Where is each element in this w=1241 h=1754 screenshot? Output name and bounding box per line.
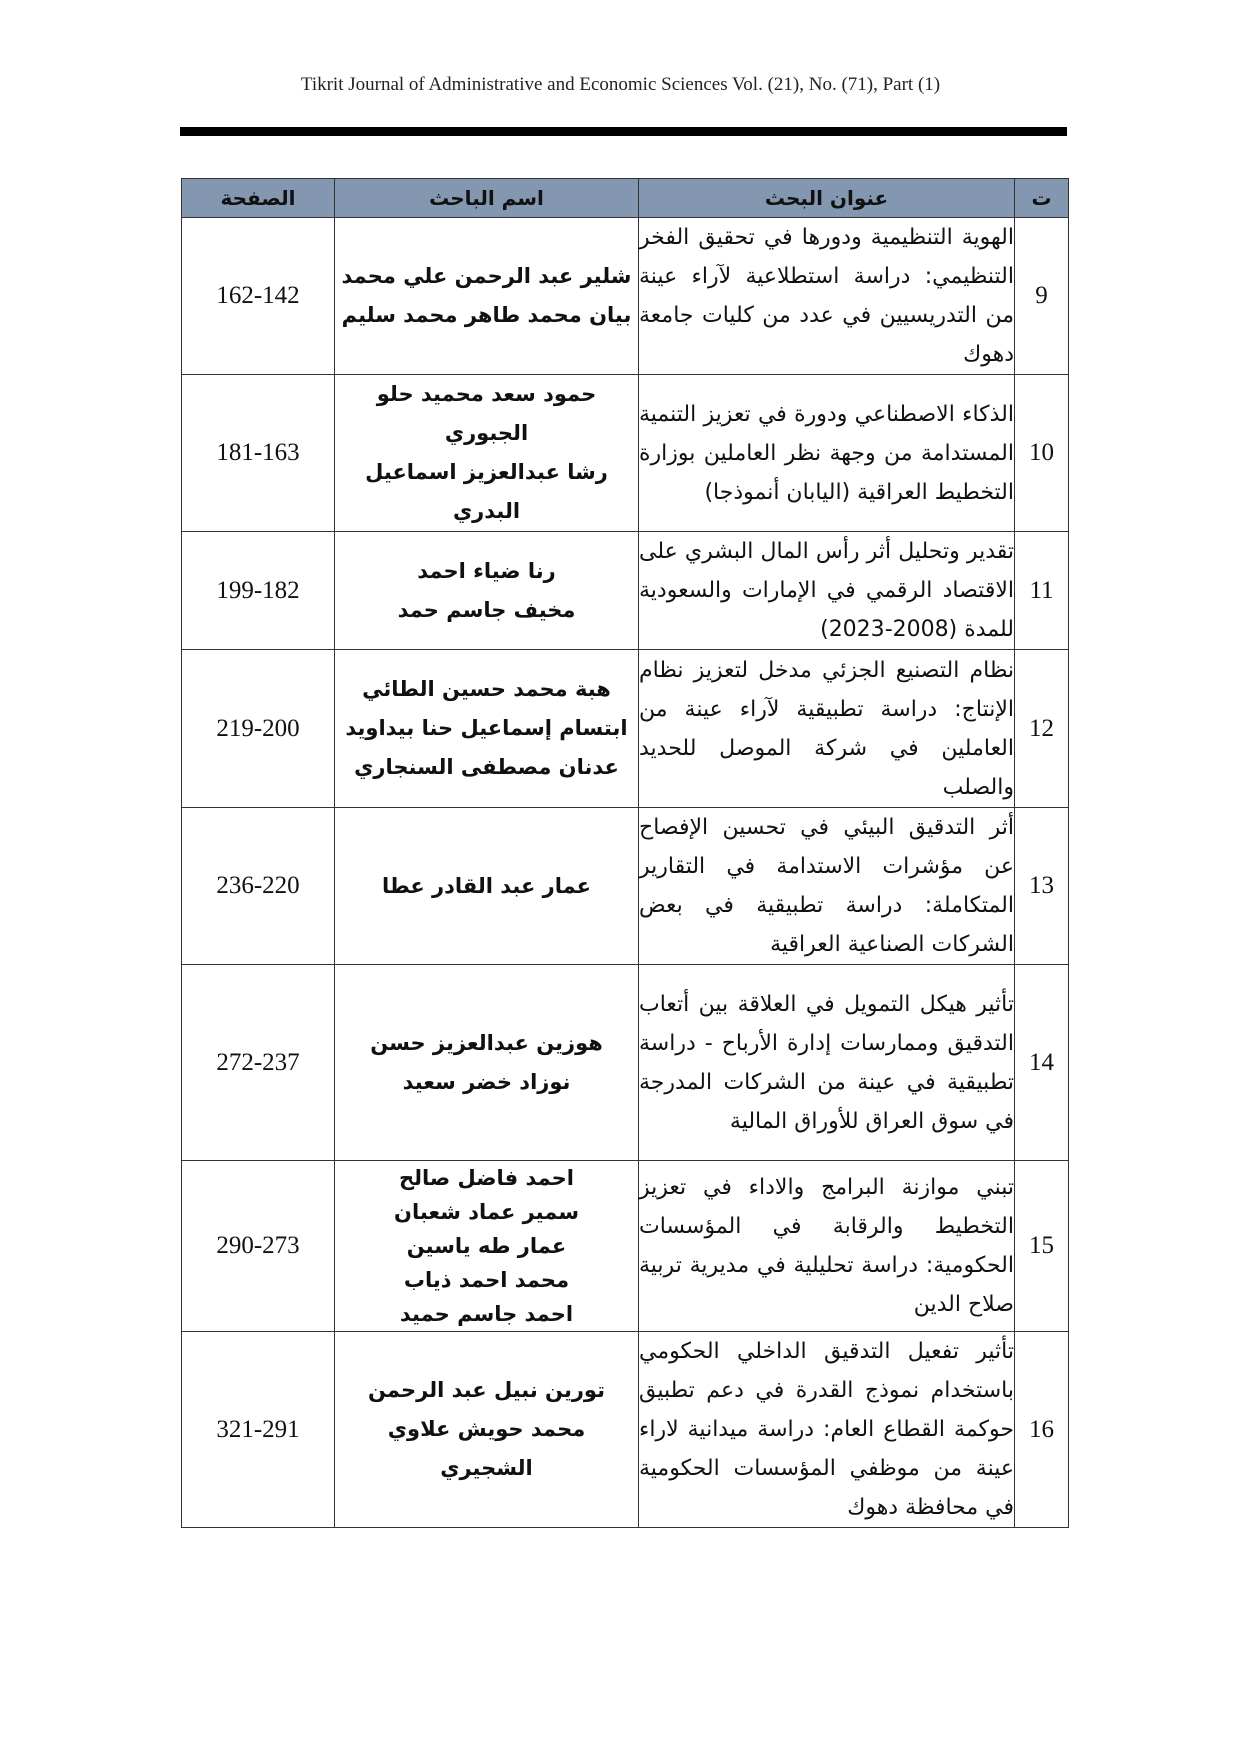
table-row bbox=[182, 1332, 1069, 1528]
contents-table bbox=[181, 178, 1069, 1528]
table-row bbox=[182, 965, 1069, 1161]
page-range: 199-182 bbox=[182, 532, 335, 650]
paper-title: الذكاء الاصطناعي ودورة في تعزيز التنمية المستدامة من وجهة نظر العاملين بوزارة التخطيط العراقية (اليابان أنموذجا) bbox=[639, 375, 1015, 532]
page-range: 290-273 bbox=[182, 1161, 335, 1332]
header-rule bbox=[180, 127, 1067, 136]
header-pages: الصفحة bbox=[182, 179, 335, 218]
table-header-row bbox=[182, 179, 1069, 218]
row-number: 13 bbox=[1015, 808, 1069, 965]
table-row bbox=[182, 532, 1069, 650]
paper-title: نظام التصنيع الجزئي مدخل لتعزيز نظام الإنتاج: دراسة تطبيقية لآراء عينة من العاملين في شركة الموصل للحديد والصلب bbox=[639, 650, 1015, 808]
paper-title: تأثير تفعيل التدقيق الداخلي الحكومي باستخدام نموذج القدرة في دعم تطبيق حوكمة القطاع العام: دراسة ميدانية لاراء عينة من موظفي المؤسسات الحكومية في محافظة دهوك bbox=[639, 1332, 1015, 1528]
author-name: ابتسام إسماعيل حنا بيداويد bbox=[345, 716, 628, 740]
author-name: شلير عبد الرحمن علي محمد bbox=[341, 264, 632, 288]
author-name: تورين نبيل عبد الرحمن bbox=[368, 1378, 605, 1402]
table-row bbox=[182, 650, 1069, 808]
author-name: رشا عبدالعزيز اسماعيل bbox=[365, 460, 608, 484]
author-name: سمير عماد شعبان bbox=[394, 1200, 579, 1224]
page-range: 162-142 bbox=[182, 218, 335, 375]
paper-title: تأثير هيكل التمويل في العلاقة بين أتعاب التدقيق وممارسات إدارة الأرباح - دراسة تطبيقية في عينة من الشركات المدرجة في سوق العراق للأوراق المالية bbox=[639, 965, 1015, 1161]
page-range: 219-200 bbox=[182, 650, 335, 808]
author-name: عمار عبد القادر عطا bbox=[381, 873, 591, 898]
author-name: محمد احمد ذياب bbox=[403, 1268, 570, 1292]
header-num: ت bbox=[1015, 179, 1069, 218]
row-number: 14 bbox=[1015, 965, 1069, 1161]
author-name: البدري bbox=[452, 499, 521, 523]
paper-title: تقدير وتحليل أثر رأس المال البشري على الاقتصاد الرقمي في الإمارات والسعودية للمدة (2008-2023) bbox=[639, 532, 1015, 650]
paper-title: أثر التدقيق البيئي في تحسين الإفصاح عن مؤشرات الاستدامة في التقارير المتكاملة: دراسة تطبيقية في بعض الشركات الصناعية العراقية bbox=[639, 808, 1015, 965]
author-name: عمار طه ياسين bbox=[406, 1234, 567, 1258]
header-title: عنوان البحث bbox=[639, 179, 1015, 218]
author-name: احمد فاضل صالح bbox=[398, 1166, 575, 1190]
author-name: احمد جاسم حميد bbox=[399, 1302, 574, 1326]
paper-authors bbox=[335, 965, 639, 1161]
row-number: 12 bbox=[1015, 650, 1069, 808]
paper-authors bbox=[335, 218, 639, 375]
author-name: عدنان مصطفى السنجاري bbox=[354, 755, 619, 779]
author-name: رنا ضياء احمد bbox=[417, 558, 556, 583]
author-name: محمد حويش علاوي bbox=[387, 1417, 586, 1441]
paper-title: الهوية التنظيمية ودورها في تحقيق الفخر التنظيمي: دراسة استطلاعية لآراء عينة من التدريسيين في عدد من كليات جامعة دهوك bbox=[639, 218, 1015, 375]
row-number: 10 bbox=[1015, 375, 1069, 532]
row-number: 11 bbox=[1015, 532, 1069, 650]
page-range: 272-237 bbox=[182, 965, 335, 1161]
page-range: 181-163 bbox=[182, 375, 335, 532]
author-name: حمود سعد محميد حلو bbox=[376, 382, 597, 406]
page-range: 236-220 bbox=[182, 808, 335, 965]
row-number: 9 bbox=[1015, 218, 1069, 375]
table-row bbox=[182, 375, 1069, 532]
author-name: هوزين عبدالعزيز حسن bbox=[370, 1030, 603, 1055]
paper-title: تبني موازنة البرامج والاداء في تعزيز التخطيط والرقابة في المؤسسات الحكومية: دراسة تحليلية في مديرية تربية صلاح الدين bbox=[639, 1161, 1015, 1332]
table-row bbox=[182, 1161, 1069, 1332]
table-row bbox=[182, 218, 1069, 375]
page-range: 321-291 bbox=[182, 1332, 335, 1528]
author-name: مخيف جاسم حمد bbox=[397, 597, 576, 622]
author-name: بيان محمد طاهر محمد سليم bbox=[341, 303, 632, 327]
running-header: Tikrit Journal of Administrative and Economic Sciences Vol. (21), No. (71), Part (1) bbox=[300, 74, 941, 95]
author-name: نوزاد خضر سعيد bbox=[402, 1069, 571, 1094]
paper-authors bbox=[335, 808, 639, 965]
author-name: الشجيري bbox=[440, 1456, 533, 1480]
row-number: 16 bbox=[1015, 1332, 1069, 1528]
paper-authors bbox=[335, 375, 639, 532]
header-authors: اسم الباحث bbox=[335, 179, 639, 218]
table-row bbox=[182, 808, 1069, 965]
author-name: الجبوري bbox=[444, 421, 529, 445]
author-name: هبة محمد حسين الطائي bbox=[362, 677, 611, 701]
row-number: 15 bbox=[1015, 1161, 1069, 1332]
paper-authors bbox=[335, 532, 639, 650]
paper-authors bbox=[335, 1332, 639, 1528]
paper-authors bbox=[335, 1161, 639, 1332]
paper-authors bbox=[335, 650, 639, 808]
